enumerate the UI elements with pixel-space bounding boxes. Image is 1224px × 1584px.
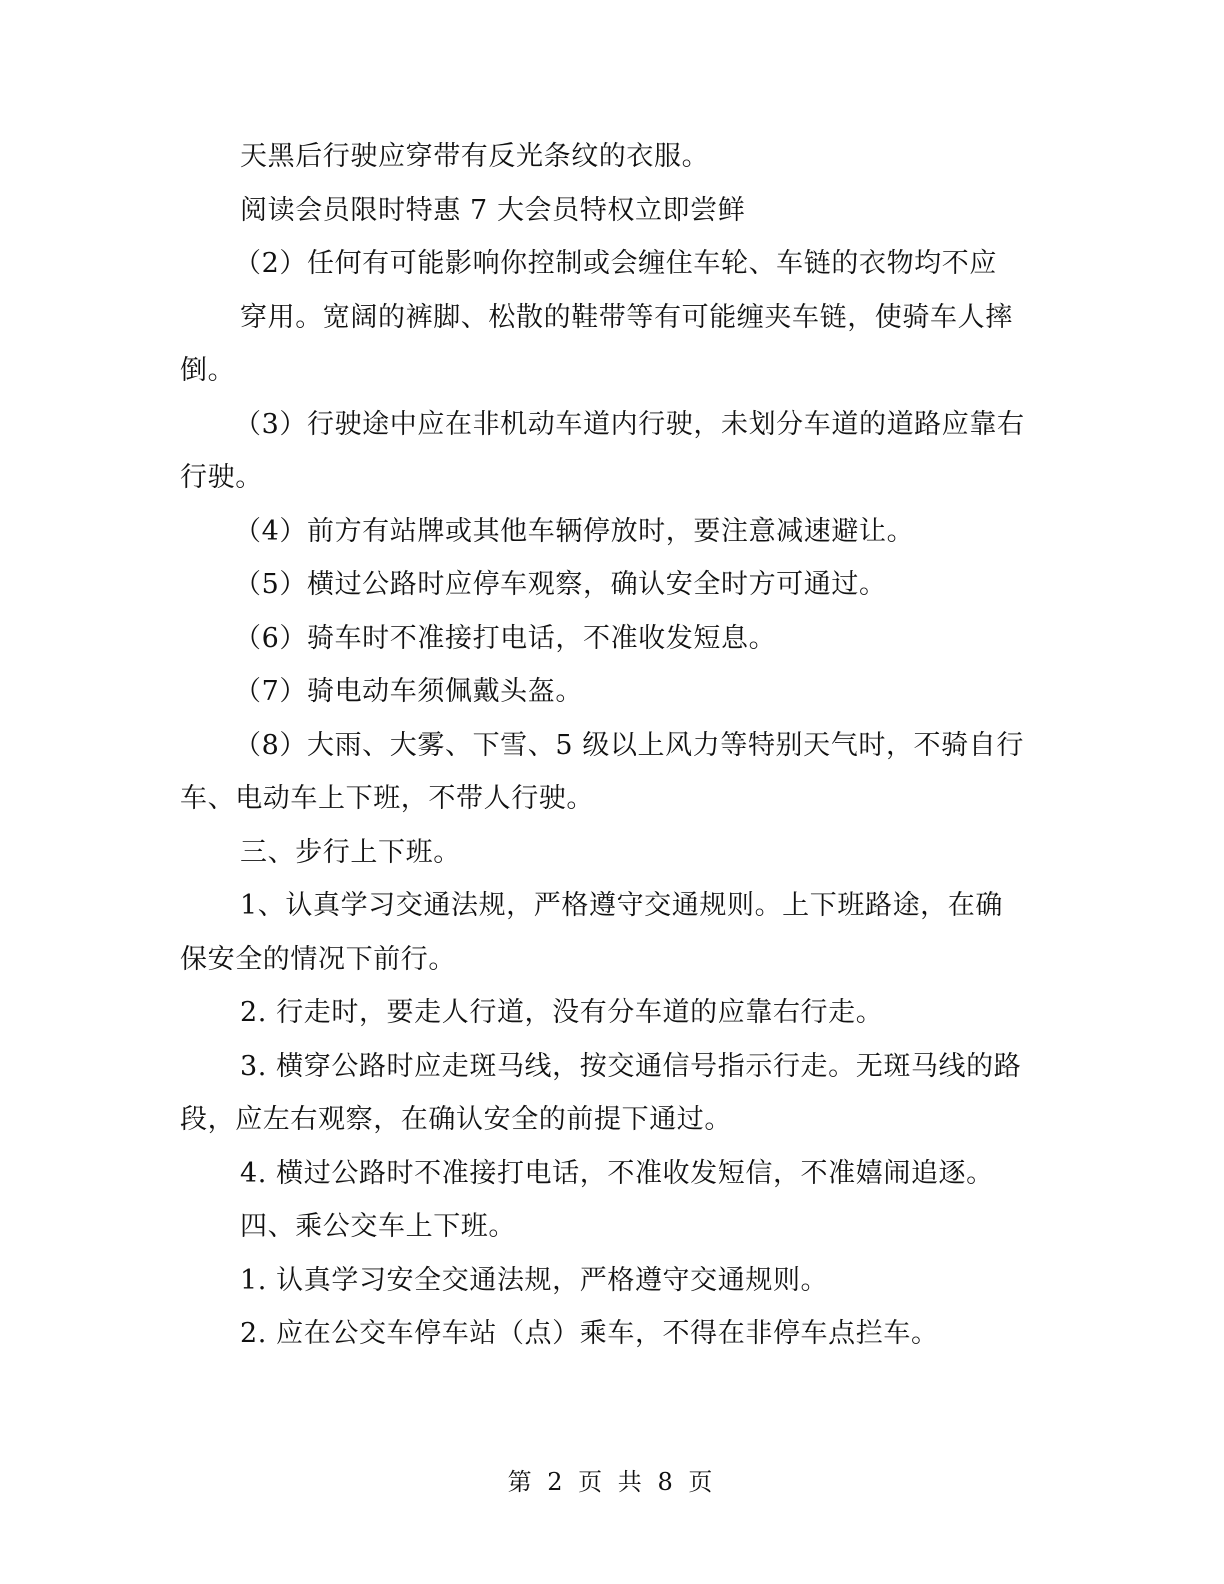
paragraph-item-6-phone: （6）骑车时不准接打电话，不准收发短息。 [234,622,777,654]
section-heading-bus: 四、乘公交车上下班。 [240,1211,516,1242]
paragraph-item-2-continued: 穿用。宽阔的裤脚、松散的鞋带等有可能缠夹车链，使骑车人摔倒。 [180,301,1013,386]
paragraph-item-8-weather: （8）大雨、大雾、下雪、5 级以上风力等特别天气时，不骑自行车、电动车上下班，不带人行驶。 [180,729,1024,814]
paragraph-member-promo: 阅读会员限时特惠 7 大会员特权立即尝鲜 [240,194,746,226]
paragraph-walking-1: 1、认真学习交通法规，严格遵守交通规则。上下班路途，在确保安全的情况下前行。 [180,890,1003,975]
section-heading-walking: 三、步行上下班。 [240,836,461,868]
paragraph-item-3-lane: （3）行驶途中应在非机动车道内行驶，未划分车道的道路应靠右行驶。 [180,408,1025,493]
paragraph-walking-4: 4. 横过公路时不准接打电话，不准收发短信，不准嬉闹追逐。 [240,1157,994,1189]
page-number-footer: 第 2 页 共 8 页 [507,1468,717,1496]
paragraph-item-7-helmet: （7）骑电动车须佩戴头盔。 [234,676,583,707]
paragraph-walking-3: 3. 横穿公路时应走斑马线，按交通信号指示行走。无斑马线的路段，应左右观察，在确认安全的前提下通过。 [180,1050,1022,1135]
paragraph-reflective-clothing: 天黑后行驶应穿带有反光条纹的衣服。 [240,141,710,172]
paragraph-item-2-clothing: （2）任何有可能影响你控制或会缠住车轮、车链的衣物均不应 [234,248,997,279]
paragraph-item-5-crossing: （5）横过公路时应停车观察，确认安全时方可通过。 [234,569,887,600]
paragraph-walking-2: 2. 行走时，要走人行道，没有分车道的应靠右行走。 [240,997,884,1028]
document-body [180,130,1030,1361]
paragraph-item-4-bus-stop: （4）前方有站牌或其他车辆停放时，要注意减速避让。 [234,515,915,547]
paragraph-bus-2: 2. 应在公交车停车站（点）乘车，不得在非停车点拦车。 [240,1318,939,1349]
paragraph-bus-1: 1. 认真学习安全交通法规，严格遵守交通规则。 [240,1264,829,1296]
